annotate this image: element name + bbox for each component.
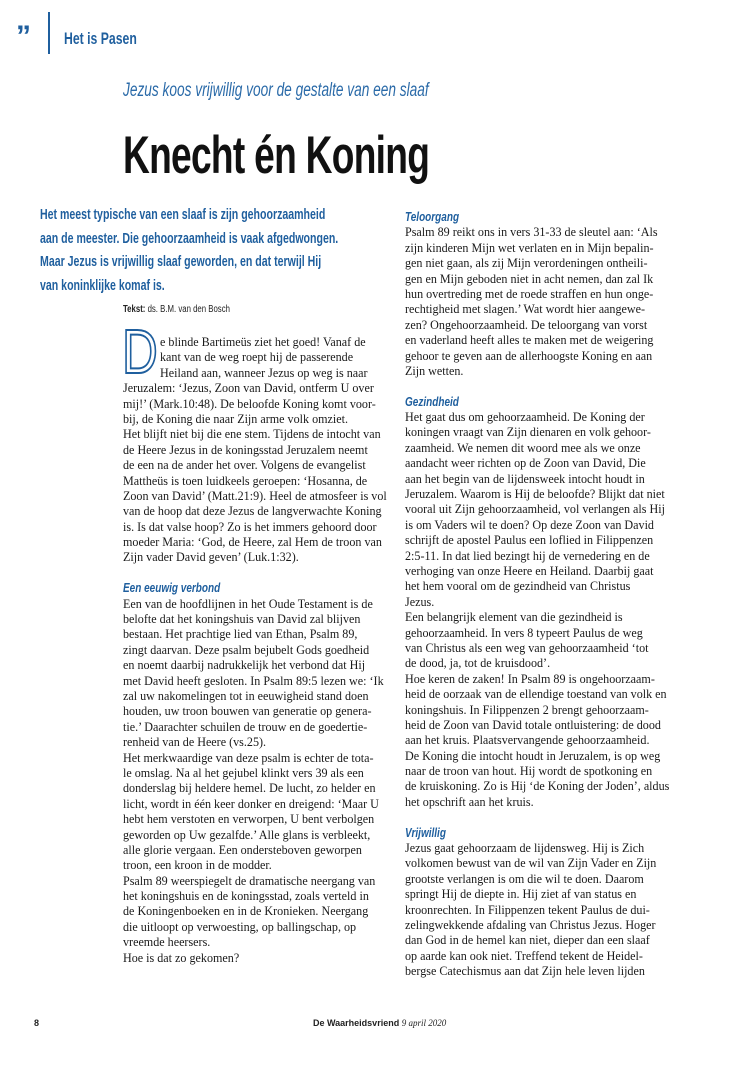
article-kicker: Jezus koos vrijwillig voor de gestalte van een slaaf [123, 80, 429, 101]
text-line: van Christus als een weg van gehoorzaamheid ‘tot [405, 640, 649, 655]
article-lead [40, 204, 338, 299]
spacer [123, 566, 403, 581]
right-column [405, 210, 685, 980]
text-line: rechtigheid met slagen.’ Wat wordt hier aangewe- [405, 302, 646, 317]
text-line: het hem vooral om de gezindheid van Christus [405, 579, 631, 594]
text-line: zen? Ongehoorzaamheid. De teloorgang van vorst [405, 317, 648, 332]
text-line: belofte dat het koningshuis van David zal blijven [123, 612, 361, 627]
subheading-text: Gezindheid [405, 394, 459, 409]
footer-publication [313, 1018, 446, 1028]
text-line: volkomen bewust van de wil van Zijn Vader en Zijn [405, 856, 657, 871]
text-line: dan God in de hemel kan niet, dieper dan een slaaf [405, 933, 650, 948]
text-line: le omslag. Na al het gejubel klinkt vers 39 als een [123, 765, 364, 780]
text-line: vooral uit Zijn gehoorzaamheid, vol verlangen als Hij [405, 502, 665, 517]
quote-mark-icon: ” [16, 20, 28, 53]
text-line: zal uw nakomelingen tot in eeuwigheid stand doen [123, 688, 369, 703]
magazine-name: De Waarheidsvriend [313, 1018, 400, 1028]
text-line: gehoorzaamheid. In vers 8 typeert Paulus de weg [405, 625, 643, 640]
text-line: springt Hij de diepte in. Hij ziet af van status en [405, 887, 637, 902]
text-line: heid de Zoon van David totale ontluistering: de dood [405, 717, 661, 732]
text-line: is om Vaders wil te doen? Op deze Zoon van David [405, 517, 654, 532]
text-line: zaamheid. We nemen dit woord mee als we onze [405, 440, 641, 455]
text-line: heid de oorzaak van de ellendige toestand van volk en [405, 687, 667, 702]
byline-label: Tekst: [123, 304, 146, 315]
text-line: de een na de ander het over. Volgens de evangelist [123, 458, 366, 473]
text-line: Jeruzalem. Waarom is Hij de beloofde? Blijkt dat niet [405, 487, 665, 502]
text-line: bestaan. Het prachtige lied van Ethan, Psalm 89, [123, 627, 358, 642]
text-line: naar de troon van hout. Hij wordt de spotkoning en [405, 764, 653, 779]
text-line: aandacht weer richten op de Zoon van David, Die [405, 456, 646, 471]
text-line: Mattheüs is toen luidkeels geroepen: ‘Hosanna, de [123, 473, 368, 488]
subheading-text: Een eeuwig verbond [123, 581, 221, 596]
text-line: en vaderland heeft alles te maken met de weigering [405, 333, 654, 348]
text-line: De Koning die intocht houdt in Jeruzalem, is op weg [405, 748, 661, 763]
text-line: Het merkwaardige van deze psalm is echter de tota- [123, 750, 374, 765]
issue-date: 9 april 2020 [401, 1018, 447, 1028]
text-line: het koningshuis en de koningsstad, zoals verteld in [123, 889, 369, 904]
text-line: hun overtreding met de roede straffen en hun onge- [405, 286, 654, 301]
text-line: houden, uw troon bouwen van generatie op genera- [123, 704, 372, 719]
text-line: Heiland aan, wanneer Jezus op weg is naar [160, 365, 368, 380]
text-line: Hoe keren de zaken! In Psalm 89 is ongehoorzaam- [405, 671, 655, 686]
text-line: Jezus. [405, 594, 435, 609]
text-line: renheid van de Heere (vs.25). [123, 735, 267, 750]
text-line: kroonrechten. In Filippenzen tekent Paulus de dui- [405, 902, 650, 917]
text-line: schrijft de apostel Paulus een loflied in Filippenzen [405, 533, 654, 548]
spacer [405, 379, 685, 394]
text-line: van de hoop dat deze Jezus de langverwachte Koning [123, 504, 382, 519]
text-line: zijn kinderen Mijn wet verlaten en in Mijn bepalin- [405, 240, 654, 255]
text-line: zelingwekkende afdaling van Christus Jezus. Hoger [405, 917, 656, 932]
text-line: met David heeft gesloten. In Psalm 89:5 lezen we: ‘Ik [123, 673, 384, 688]
text-line: bergse Catechismus aan dat Zijn hele leven lijden [405, 964, 645, 979]
text-line: 2:5-11. In dat lied bezingt hij de vernedering en de [405, 548, 650, 563]
text-line: koningshuis. In Filippenzen 2 brengt gehoorzaam- [405, 702, 649, 717]
subheading [123, 581, 403, 596]
header-divider [48, 12, 50, 54]
text-line: de Koningenboeken en in de Kronieken. Neergang [123, 904, 369, 919]
subheading-text: Vrijwillig [405, 825, 446, 840]
text-line: Hoe is dat zo gekomen? [123, 950, 240, 965]
subheading-text: Teloorgang [405, 210, 460, 224]
byline-author: ds. B.M. van den Bosch [147, 304, 230, 315]
text-line: gehoor te geven aan de allerhoogste Koning en aan [405, 348, 653, 363]
text-line: Jeruzalem: ‘Jezus, Zoon van David, ontferm U over [123, 381, 374, 396]
page-number [34, 1018, 39, 1028]
text-line: Psalm 89 weerspiegelt de dramatische neergang van [123, 873, 376, 888]
text-line: Zijn vader David geven’ (Luk.1:32). [123, 550, 299, 565]
text-line: moeder Maria: ‘God, de Heere, zal Hem de troon van [123, 535, 382, 550]
paragraph [405, 841, 685, 980]
text-line: is. Is dat valse hoop? Zo is het immers gehoord door [123, 519, 377, 534]
text-line: de dood, ja, tot de kruisdood’. [405, 656, 551, 671]
text-line: de kruiskoning. Zo is Hij ‘de Koning der Joden’, aldus [405, 779, 670, 794]
text-line: Zijn wetten. [405, 363, 464, 378]
text-line: Zoon van David’ (Matt.21:9). Heel de atmosfeer is vol [123, 488, 387, 503]
subheading [405, 395, 685, 410]
text-line: bij, de Koning die naar Zijn arme volk omziet. [123, 411, 349, 426]
text-line: Jezus gaat gehoorzaam de lijdensweg. Hij is Zich [405, 841, 645, 856]
text-line: Psalm 89 reikt ons in vers 31-33 de sleutel aan: ‘Als [405, 225, 658, 240]
left-column [123, 335, 403, 966]
text-line: koningen vraagt van Zijn dienaren en volk gehoor- [405, 425, 651, 440]
text-line: Het blijft niet bij die ene stem. Tijdens de intocht van [123, 427, 381, 442]
text-line: licht, wordt in één keer donker en dreigend: ‘Maar U [123, 796, 379, 811]
lead-line: Het meest typische van een slaaf is zijn gehoorzaamheid [40, 207, 326, 223]
text-line: grootste verlangen is om die wil te doen. Daarom [405, 871, 644, 886]
paragraph [405, 410, 685, 810]
text-line: Een van de hoofdlijnen in het Oude Testament is de [123, 596, 373, 611]
text-line: aan het begin van de lijdensweek intocht houdt in [405, 471, 645, 486]
text-line: vreemde heersers. [123, 935, 211, 950]
lead-line: Maar Jezus is vrijwillig slaaf geworden, en dat terwijl Hij [40, 254, 322, 271]
text-line: aan het kruis. Plaatsvervangende gehoorzaamheid. [405, 733, 650, 748]
text-line: zingt daarvan. Deze psalm bejubelt Gods goedheid [123, 642, 370, 657]
text-line: op aarde kan ook niet. Treffend tekent de Heidel- [405, 948, 643, 963]
paragraph [123, 597, 403, 966]
text-line: geworden op Uw gezalfde.’ Alle glans is verbleekt, [123, 827, 371, 842]
paragraph [123, 335, 403, 566]
text-line: donderslag bij heldere hemel. De lucht, zo helder en [123, 781, 376, 796]
text-line: kant van de weg roept hij de passerende [160, 350, 354, 365]
lead-line: aan de meester. Die gehoorzaamheid is vaak afgedwongen. [40, 230, 339, 247]
section-title: Het is Pasen [64, 29, 137, 48]
text-line: hebt hem verstoten en verworpen, U bent verbolgen [123, 812, 375, 827]
subheading [405, 826, 685, 841]
byline [123, 304, 230, 315]
subheading [405, 210, 685, 225]
page-number-text: 8 [34, 1018, 40, 1028]
lead-line: van koninklijke komaf is. [40, 278, 165, 295]
text-line: de Heere Jezus in de koningsstad Jeruzalem neemt [123, 442, 368, 457]
text-line: gen niet gaan, als zij Mijn verordeningen ontheili- [405, 256, 648, 271]
text-line: en noemt daarbij nadrukkelijk het verbond dat Hij [123, 658, 366, 673]
paragraph [405, 225, 685, 379]
text-line: troon, een kroon in de modder. [123, 858, 272, 873]
text-line: Een belangrijk element van die gezindheid is [405, 610, 623, 625]
text-line: alle glorie vergaan. Een ondersteboven geworpen [123, 842, 362, 857]
spacer [405, 810, 685, 825]
text-line: gen en Mijn geboden niet in acht nemen, dan zal Ik [405, 271, 654, 286]
text-line: mij!’ (Mark.10:48). De beloofde Koning komt voor- [123, 396, 376, 411]
text-line: die uitloopt op verwoesting, op ballingschap, op [123, 919, 357, 934]
drop-cap: D [122, 318, 158, 387]
text-line: tie.’ Daarachter schuilen de trouw en de goedertie- [123, 719, 368, 734]
text-line: verhoging van onze Heere en Heiland. Daarbij gaat [405, 563, 654, 578]
text-line: Het gaat dus om gehoorzaamheid. De Koning der [405, 410, 645, 425]
text-line: het opschrift aan het kruis. [405, 794, 534, 809]
text-line: e blinde Bartimeüs ziet het goed! Vanaf de [160, 335, 366, 349]
article-title: Knecht én Koning [123, 126, 430, 185]
